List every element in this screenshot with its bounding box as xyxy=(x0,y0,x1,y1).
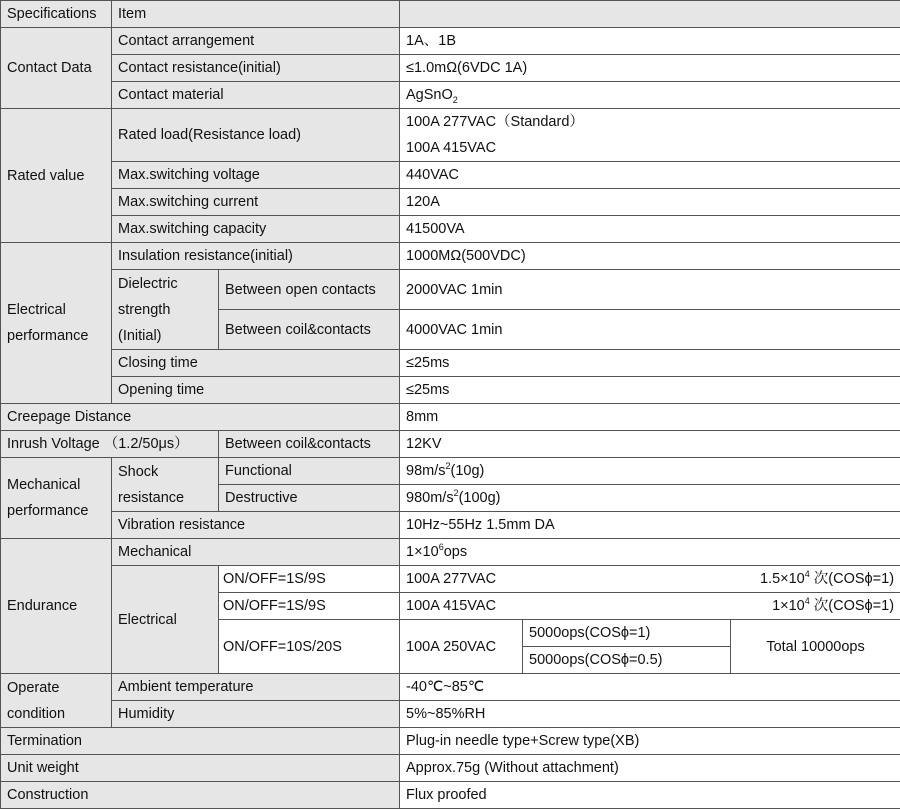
material-main: AgSnO xyxy=(406,87,453,103)
header-row xyxy=(1,1,900,28)
rated-load-label: Rated load(Resistance load) xyxy=(112,109,400,162)
insulation-row xyxy=(1,243,900,270)
endurance-electrical-label: Electrical xyxy=(112,566,219,674)
contact-resistance-row xyxy=(1,55,900,82)
max-current-label: Max.switching current xyxy=(112,189,400,216)
operate-condition-label: Operate condition xyxy=(1,674,112,728)
endurance-electrical-row-1 xyxy=(1,566,900,593)
inrush-sub-label: Between coil&contacts xyxy=(219,431,400,458)
mech-life-tail: ops xyxy=(444,544,467,560)
endurance-mechanical-row xyxy=(1,539,900,566)
header-value xyxy=(400,1,900,28)
row3-b: 5000ops(COSϕ=0.5) xyxy=(523,647,731,674)
max-capacity-label: Max.switching capacity xyxy=(112,216,400,243)
row2-life-main: 1×10 xyxy=(772,598,805,614)
row2-load: 100A 415VAC xyxy=(400,593,523,620)
destructive-tail: (100g) xyxy=(459,490,501,506)
mech-life-sup: 6 xyxy=(439,542,444,552)
destructive-value xyxy=(400,485,900,512)
functional-label: Functional xyxy=(219,458,400,485)
vibration-label: Vibration resistance xyxy=(112,512,400,539)
termination-row xyxy=(1,728,900,755)
coil-contacts-label: Between coil&contacts xyxy=(219,310,400,350)
endurance-label: Endurance xyxy=(1,539,112,674)
construction-row xyxy=(1,782,900,809)
row2-life-sup: 4 xyxy=(805,596,810,606)
vibration-row xyxy=(1,512,900,539)
opening-time-row xyxy=(1,377,900,404)
mech-life-main: 1×10 xyxy=(406,544,439,560)
max-capacity-value: 41500VA xyxy=(400,216,900,243)
functional-tail: (10g) xyxy=(451,463,485,479)
row1-cycle: ON/OFF=1S/9S xyxy=(219,566,400,593)
row2-life-tail: 次(COSϕ=1) xyxy=(810,598,894,614)
destructive-label: Destructive xyxy=(219,485,400,512)
rated-load-value-1: 100A 277VAC（Standard） xyxy=(400,109,900,136)
header-item: Item xyxy=(112,1,400,28)
row1-life-tail: 次(COSϕ=1) xyxy=(810,571,894,587)
ambient-label: Ambient temperature xyxy=(112,674,400,701)
row1-life xyxy=(523,566,900,593)
creepage-row xyxy=(1,404,900,431)
header-specifications: Specifications xyxy=(1,1,112,28)
ambient-value: -40℃~85℃ xyxy=(400,674,900,701)
row1-life-sup: 4 xyxy=(805,569,810,579)
humidity-label: Humidity xyxy=(112,701,400,728)
rated-value-label: Rated value xyxy=(1,109,112,243)
destructive-main: 980m/s xyxy=(406,490,454,506)
unit-weight-label: Unit weight xyxy=(1,755,400,782)
mechanical-performance-label: Mechanical performance xyxy=(1,458,112,539)
inrush-row xyxy=(1,431,900,458)
inrush-value: 12KV xyxy=(400,431,900,458)
endurance-mechanical-label: Mechanical xyxy=(112,539,400,566)
max-voltage-row xyxy=(1,162,900,189)
functional-main: 98m/s xyxy=(406,463,446,479)
termination-label: Termination xyxy=(1,728,400,755)
humidity-value: 5%~85%RH xyxy=(400,701,900,728)
electrical-performance-label: Electrical performance xyxy=(1,243,112,404)
contact-material-label: Contact material xyxy=(112,82,400,109)
contact-arrangement-row xyxy=(1,28,900,55)
termination-value: Plug-in needle type+Screw type(XB) xyxy=(400,728,900,755)
max-capacity-row xyxy=(1,216,900,243)
unit-weight-row xyxy=(1,755,900,782)
dielectric-strength-label: Dielectric strength (Initial) xyxy=(112,270,219,350)
contact-data-label: Contact Data xyxy=(1,28,112,109)
row2-cycle: ON/OFF=1S/9S xyxy=(219,593,400,620)
insulation-value: 1000MΩ(500VDC) xyxy=(400,243,900,270)
row1-load: 100A 277VAC xyxy=(400,566,523,593)
construction-value: Flux proofed xyxy=(400,782,900,809)
row3-load: 100A 250VAC xyxy=(400,620,523,674)
max-current-row xyxy=(1,189,900,216)
construction-label: Construction xyxy=(1,782,400,809)
opening-time-value: ≤25ms xyxy=(400,377,900,404)
open-contacts-label: Between open contacts xyxy=(219,270,400,310)
contact-resistance-value: ≤1.0mΩ(6VDC 1A) xyxy=(400,55,900,82)
shock-resistance-label: Shock resistance xyxy=(112,458,219,512)
contact-arrangement-label: Contact arrangement xyxy=(112,28,400,55)
insulation-label: Insulation resistance(initial) xyxy=(112,243,400,270)
closing-time-row xyxy=(1,350,900,377)
contact-arrangement-value: 1A、1B xyxy=(400,28,900,55)
row3-a: 5000ops(COSϕ=1) xyxy=(523,620,731,647)
shock-functional-row xyxy=(1,458,900,485)
material-sub: 2 xyxy=(453,95,458,105)
open-contacts-value: 2000VAC 1min xyxy=(400,270,900,310)
row3-cycle: ON/OFF=10S/20S xyxy=(219,620,400,674)
vibration-value: 10Hz~55Hz 1.5mm DA xyxy=(400,512,900,539)
max-voltage-label: Max.switching voltage xyxy=(112,162,400,189)
humidity-row xyxy=(1,701,900,728)
unit-weight-value: Approx.75g (Without attachment) xyxy=(400,755,900,782)
opening-time-label: Opening time xyxy=(112,377,400,404)
contact-material-row xyxy=(1,82,900,109)
endurance-mechanical-value xyxy=(400,539,900,566)
creepage-label: Creepage Distance xyxy=(1,404,400,431)
rated-load-row-1 xyxy=(1,109,900,136)
functional-value xyxy=(400,458,900,485)
destructive-sup: 2 xyxy=(454,488,459,498)
row3-total: Total 10000ops xyxy=(731,620,900,674)
contact-material-value xyxy=(400,82,900,109)
contact-resistance-label: Contact resistance(initial) xyxy=(112,55,400,82)
closing-time-value: ≤25ms xyxy=(400,350,900,377)
functional-sup: 2 xyxy=(446,461,451,471)
creepage-value: 8mm xyxy=(400,404,900,431)
dielectric-open-row xyxy=(1,270,900,310)
ambient-row xyxy=(1,674,900,701)
max-current-value: 120A xyxy=(400,189,900,216)
rated-load-value-2: 100A 415VAC xyxy=(400,135,900,162)
row1-life-main: 1.5×10 xyxy=(760,571,805,587)
closing-time-label: Closing time xyxy=(112,350,400,377)
row2-life xyxy=(523,593,900,620)
max-voltage-value: 440VAC xyxy=(400,162,900,189)
inrush-label: Inrush Voltage （1.2/50μs） xyxy=(1,431,219,458)
coil-contacts-value: 4000VAC 1min xyxy=(400,310,900,350)
